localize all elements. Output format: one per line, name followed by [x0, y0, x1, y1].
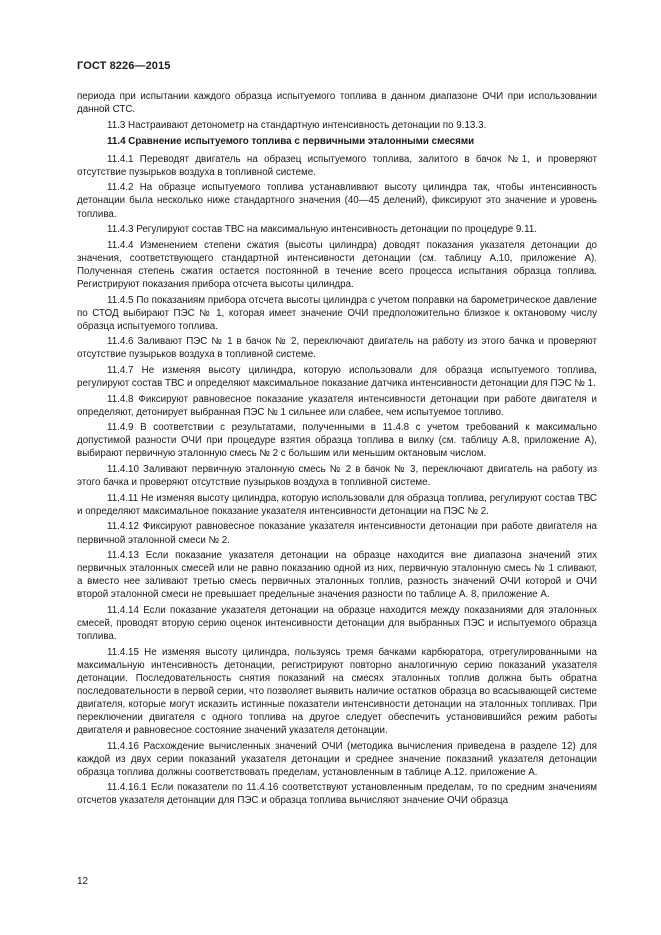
paragraph: 11.4.9 В соответствии с результатами, полученными в 11.4.8 с учетом требований к максимально допустимой разности ОЧИ при процедуре взятия образца топлива в вилку (см. таблицу А.8, приложение А), выбирают первичную эталонную смесь № 2 с большим или меньшим октановым числом.	[77, 422, 597, 460]
paragraph: 11.4.12 Фиксируют равновесное показание указателя интенсивности детонации при работе двигателя на первичной эталонной смеси № 2.	[77, 521, 597, 546]
document-header: ГОСТ 8226—2015	[77, 60, 171, 72]
paragraph: 11.4.16 Расхождение вычисленных значений ОЧИ (методика вычисления приведена в разделе 12) для каждой из двух серии показаний указателя детонации и среднее значение показаний указателя детонации образца топлива должны соответствовать пределам, установленным в таблице А.12. приложение А.	[77, 740, 597, 778]
paragraph: периода при испытании каждого образца испытуемого топлива в данном диапазоне ОЧИ при использовании данной СТС.	[77, 91, 597, 116]
paragraph: 11.4.14 Если показание указателя детонации на образце находится между показаниями для эталонных смесей, проводят вторую серию оценок интенсивности детонации для выбранных ПЭС и испытуемого образца топлива.	[77, 604, 597, 643]
paragraph: 11.4.10 Заливают первичную эталонную смесь № 2 в бачок № 3, переключают двигатель на работу из этого бачка и проверяют отсутствие пузырьков воздуха в топливной системе.	[77, 464, 597, 489]
paragraph: 11.4.5 По показаниям прибора отсчета высоты цилиндра с учетом поправки на барометрическое давление по СТОД выбирают ПЭС № 1, которая имеет значение ОЧИ предположительно близкое к октановому числу образца испытуемого топлива.	[77, 294, 597, 332]
paragraph: 11.4.1 Переводят двигатель на образец испытуемого топлива, залитого в бачок №1, и проверяют отсутствие пузырьков воздуха в топливной системе.	[77, 153, 597, 178]
page-number: 12	[77, 876, 89, 887]
paragraph: 11.4.3 Регулируют состав ТВС на максимальную интенсивность детонации по процедуре 9.11.	[107, 224, 537, 236]
paragraph: 11.3 Настраивают детонометр на стандартную интенсивность детонации по 9.13.3.	[107, 119, 487, 131]
paragraph: 11.4.13 Если показание указателя детонации на образце находится вне диапазона значений этих первичных эталонных смесей или не равно показанию одной из них, первичную эталонную смесь № 1 сливают, а вместо нее заливают третью смесь первичных эталонных топлив, разность значений ОЧИ которой и ОЧИ второй эталонной смеси не превышает предельные значения разности по таблице А. 8, приложение А.	[77, 550, 597, 601]
paragraph: 11.4.7 Не изменяя высоту цилиндра, которую использовали для образца испытуемого топлива, регулируют состав ТВС и определяют максимальное показание датчика интенсивности детонации для ПЭС № 1.	[77, 365, 597, 390]
paragraph: 11.4.15 Не изменяя высоту цилиндра, пользуясь тремя бачками карбюратора, отрегулированными на максимальную интенсивность детонации, регистрируют повторно аналогичную серию показаний указателя детонации. Последовательность снятия показаний на смесях эталонных топлив должна быть обратна последовательности в первой серии, что позволяет выявить наличие остатков образца во всасывающей системе двигателя, которые могут исказить истинные показатели интенсивности детонации на эталонных топливах. При переключении двигателя с одного топлива на другое следует обеспечить установившийся режим работы двигателя и равновесное состояние значений указателя детонации.	[77, 646, 597, 736]
paragraph: 11.4.11 Не изменяя высоту цилиндра, которую использовали для образца топлива, регулируют состав ТВС и определяют максимальное показание указателя интенсивности детонации на ПЭС № 2.	[77, 492, 597, 517]
paragraph: 11.4.8 Фиксируют равновесное показание указателя интенсивности детонации при работе двигателя и определяют, детонирует выбранная ПЭС № 1 сильнее или слабее, чем испытуемое топливо.	[77, 393, 597, 418]
paragraph: 11.4.4 Изменением степени сжатия (высоты цилиндра) доводят показания указателя детонации до значения, соответствующего стандартной интенсивности детонации (см. таблицу А.10, приложение А). Полученная степень сжатия остается постоянной в течение всего процесса испытания образца топлива. Регистрируют показания прибора отсчета высоты цилиндра.	[77, 239, 597, 290]
document-body	[77, 90, 597, 810]
paragraph: 11.4.2 На образце испытуемого топлива устанавливают высоту цилиндра так, чтобы интенсивность детонации была несколько ниже стандартного значения (40—45 делений), фиксируют это значение и уровень топлива.	[77, 182, 597, 220]
paragraph: 11.4.16.1 Если показатели по 11.4.16 соответствуют установленным пределам, то по средним значениям отсчетов указателя детонации для ПЭС и образца топлива вычисляют значение ОЧИ образца	[77, 782, 597, 807]
section-heading: 11.4 Сравнение испытуемого топлива с первичными эталонными смесями	[107, 135, 475, 147]
paragraph: 11.4.6 Заливают ПЭС № 1 в бачок № 2, переключают двигатель на работу из этого бачка и проверяют отсутствие пузырьков воздуха в топливной системе.	[77, 336, 597, 361]
